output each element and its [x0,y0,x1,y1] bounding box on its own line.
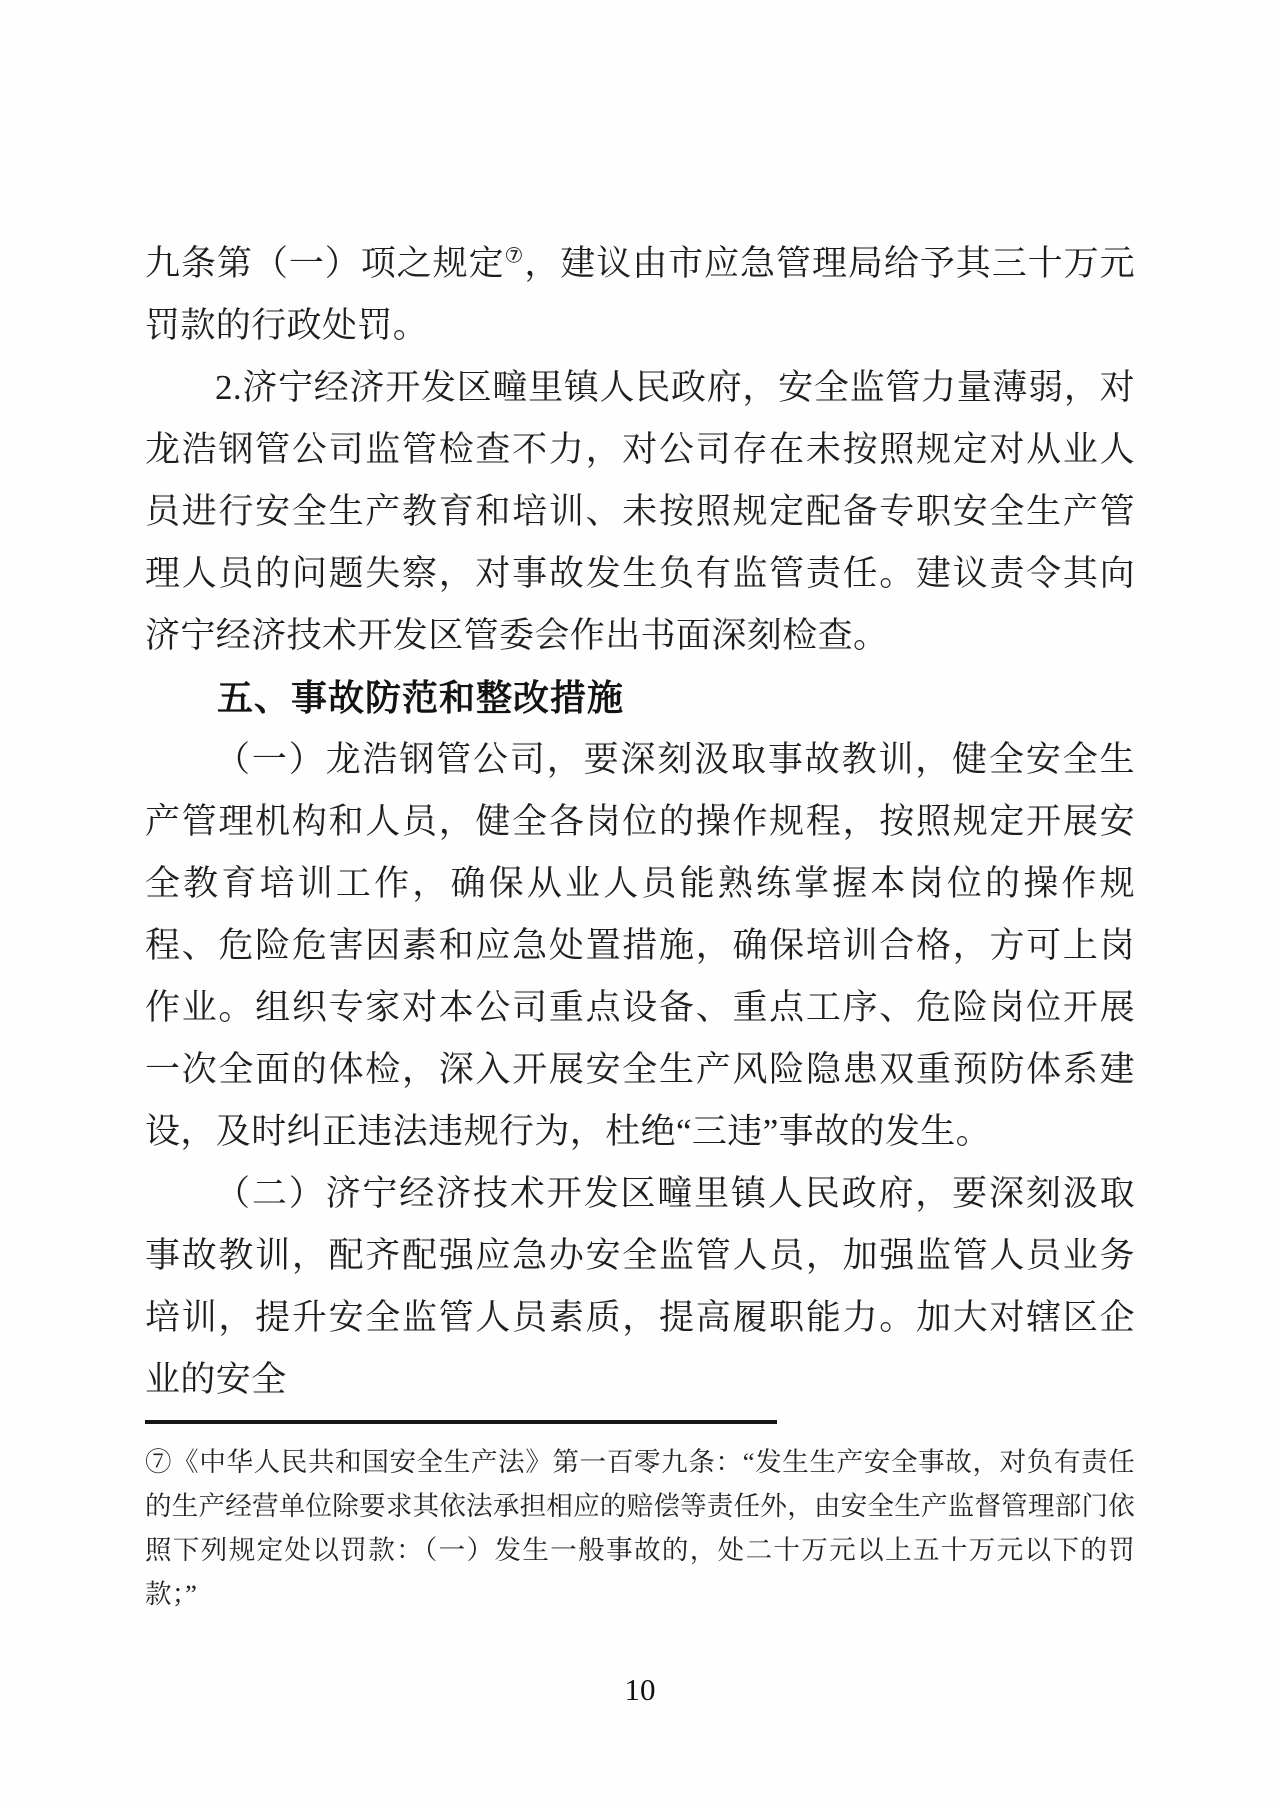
paragraph-penalty-continuation [145,233,1135,357]
footnote-marker: ⑦ [145,1447,173,1477]
paragraph-text-before-footnote-ref: 九条第（一）项之规定 [145,244,505,283]
page-number: 10 [624,1672,656,1707]
footnote-separator-line [145,1420,777,1424]
paragraph-text-after-footnote-ref: ，建议由市应急管理局给予其三十万元罚款的行政处罚。 [145,244,1135,345]
paragraph-measure-government: （二）济宁经济技术开发区疃里镇人民政府，要深刻汲取事故教训，配齐配强应急办安全监管人员，加强监管人员业务培训，提升安全监管人员素质，提高履职能力。加大对辖区企业的安全 [145,1174,1135,1399]
paragraph-measure-company: （一）龙浩钢管公司，要深刻汲取事故教训，健全安全生产管理机构和人员，健全各岗位的操作规程，按照规定开展安全教育培训工作，确保从业人员能熟练掌握本岗位的操作规程、危险危害因素和应急处置措施，确保培训合格，方可上岗作业。组织专家对本公司重点设备、重点工序、危险岗位开展一次全面的体检，深入开展安全生产风险隐患双重预防体系建设，及时纠正违法违规行为，杜绝“三违”事故的发生。 [145,740,1135,1151]
footnote [145,1440,1135,1616]
page-body [145,233,1135,1616]
footnote-text: 《中华人民共和国安全生产法》第一百零九条：“发生生产安全事故，对负有责任的生产经营单位除要求其依法承担相应的赔偿等责任外，由安全生产监督管理部门依照下列规定处以罚款：（一）发生一般事故的，处二十万元以上五十万元以下的罚款；” [145,1447,1135,1609]
footnote-reference-7: ⑦ [504,243,525,268]
paragraph-township-government-responsibility: 2.济宁经济开发区疃里镇人民政府，安全监管力量薄弱，对龙浩钢管公司监管检查不力，对公司存在未按照规定对从业人员进行安全生产教育和培训、未按照规定配备专职安全生产管理人员的问题失察，对事故发生负有监管责任。建议责令其向济宁经济技术开发区管委会作出书面深刻检查。 [145,368,1135,655]
section-heading-prevention-measures: 五、事故防范和整改措施 [217,677,625,718]
